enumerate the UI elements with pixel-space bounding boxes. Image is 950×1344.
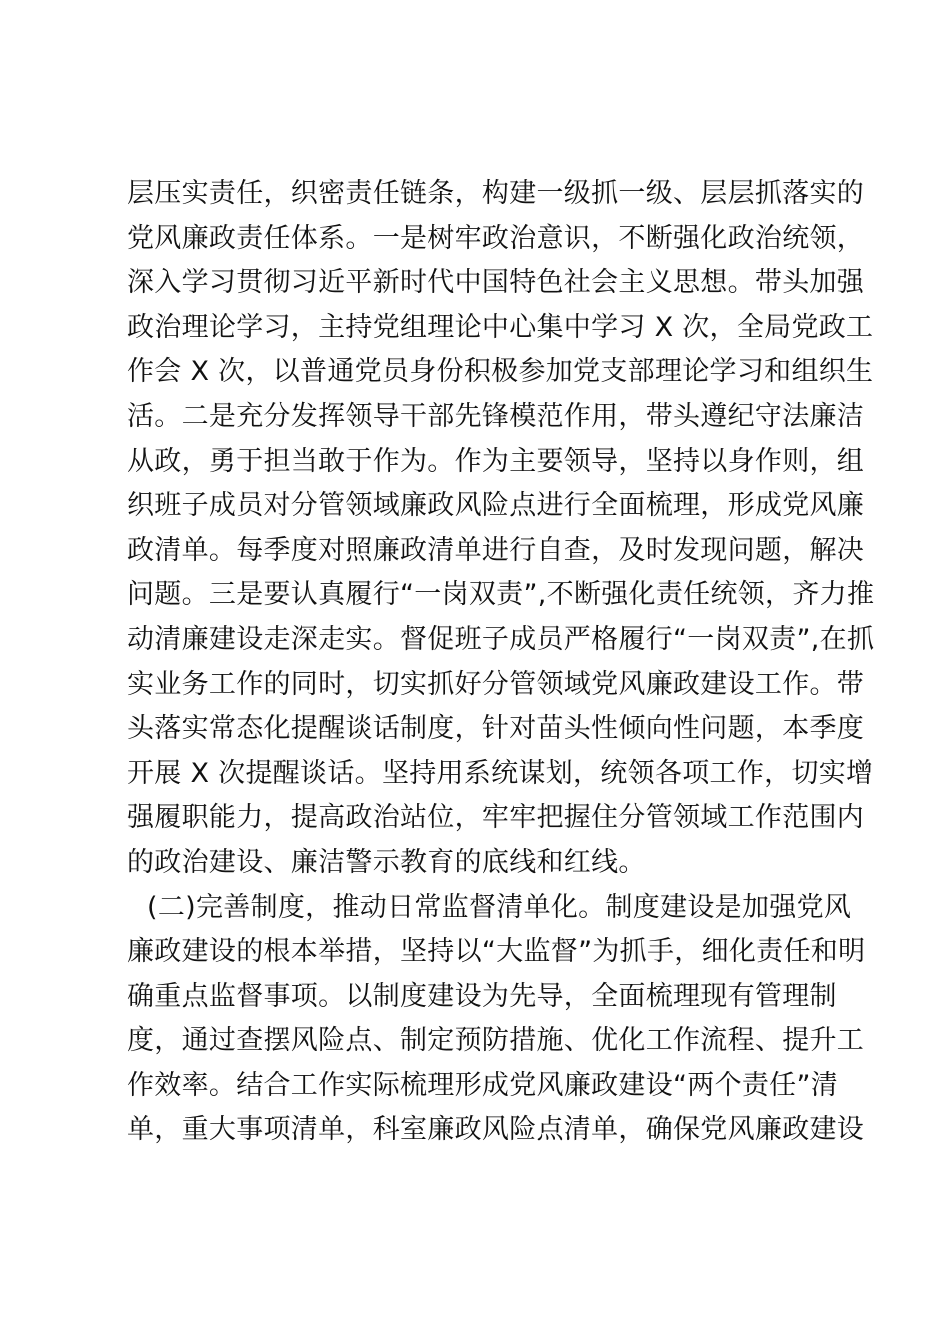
text-line: 廉政建设的根本举措，坚持以“大监督”为抓手，细化责任和明 [127, 936, 866, 968]
text-line: 党风廉政责任体系。一是树牢政治意识，不断强化政治统领， [127, 222, 865, 254]
text-line: 强履职能力，提高政治站位，牢牢把握住分管领域工作范围内 [127, 802, 865, 834]
text-line: 作效率。结合工作实际梳理形成党风廉政建设“两个责任”清 [127, 1069, 839, 1101]
text-line: 开展 X 次提醒谈话。坚持用系统谋划，统领各项工作，切实增 [127, 757, 874, 789]
text-line: 单，重大事项清单，科室廉政风险点清单，确保党风廉政建设 [127, 1114, 865, 1146]
text-line: 确重点监督事项。以制度建设为先导，全面梳理现有管理制 [127, 980, 837, 1012]
text-line: 作会 X 次，以普通党员身份积极参加党支部理论学习和组织生 [127, 356, 874, 388]
text-line: 从政，勇于担当敢于作为。作为主要领导，坚持以身作则，组 [127, 445, 865, 477]
text-line: 层压实责任，织密责任链条，构建一级抓一级、层层抓落实的 [127, 178, 865, 209]
text-line: 头落实常态化提醒谈话制度，针对苗头性倾向性问题，本季度 [127, 713, 865, 745]
text-line: 活。二是充分发挥领导干部先锋模范作用，带头遵纪守法廉洁 [127, 400, 865, 432]
text-line: 实业务工作的同时，切实抓好分管领域党风廉政建设工作。带 [127, 668, 865, 700]
text-line: 织班子成员对分管领域廉政风险点进行全面梳理，形成党风廉 [127, 490, 865, 522]
section-heading-line: (二)完善制度，推动日常监督清单化。制度建设是加强党风 [147, 891, 852, 923]
text-line: 问题。三是要认真履行“一岗双责”,不断强化责任统领，齐力推 [127, 579, 875, 611]
text-line: 动清廉建设走深走实。督促班子成员严格履行“一岗双责”,在抓 [127, 623, 875, 655]
text-line: 的政治建设、廉洁警示教育的底线和红线。 [127, 846, 646, 878]
text-line: 度，通过查摆风险点、制定预防措施、优化工作流程、提升工 [127, 1025, 865, 1057]
body-text [127, 172, 875, 1153]
text-line: 政治理论学习，主持党组理论中心集中学习 X 次，全局党政工 [127, 311, 874, 343]
text-line: 政清单。每季度对照廉政清单进行自查，及时发现问题，解决 [127, 534, 865, 566]
text-line: 深入学习贯彻习近平新时代中国特色社会主义思想。带头加强 [127, 267, 865, 299]
